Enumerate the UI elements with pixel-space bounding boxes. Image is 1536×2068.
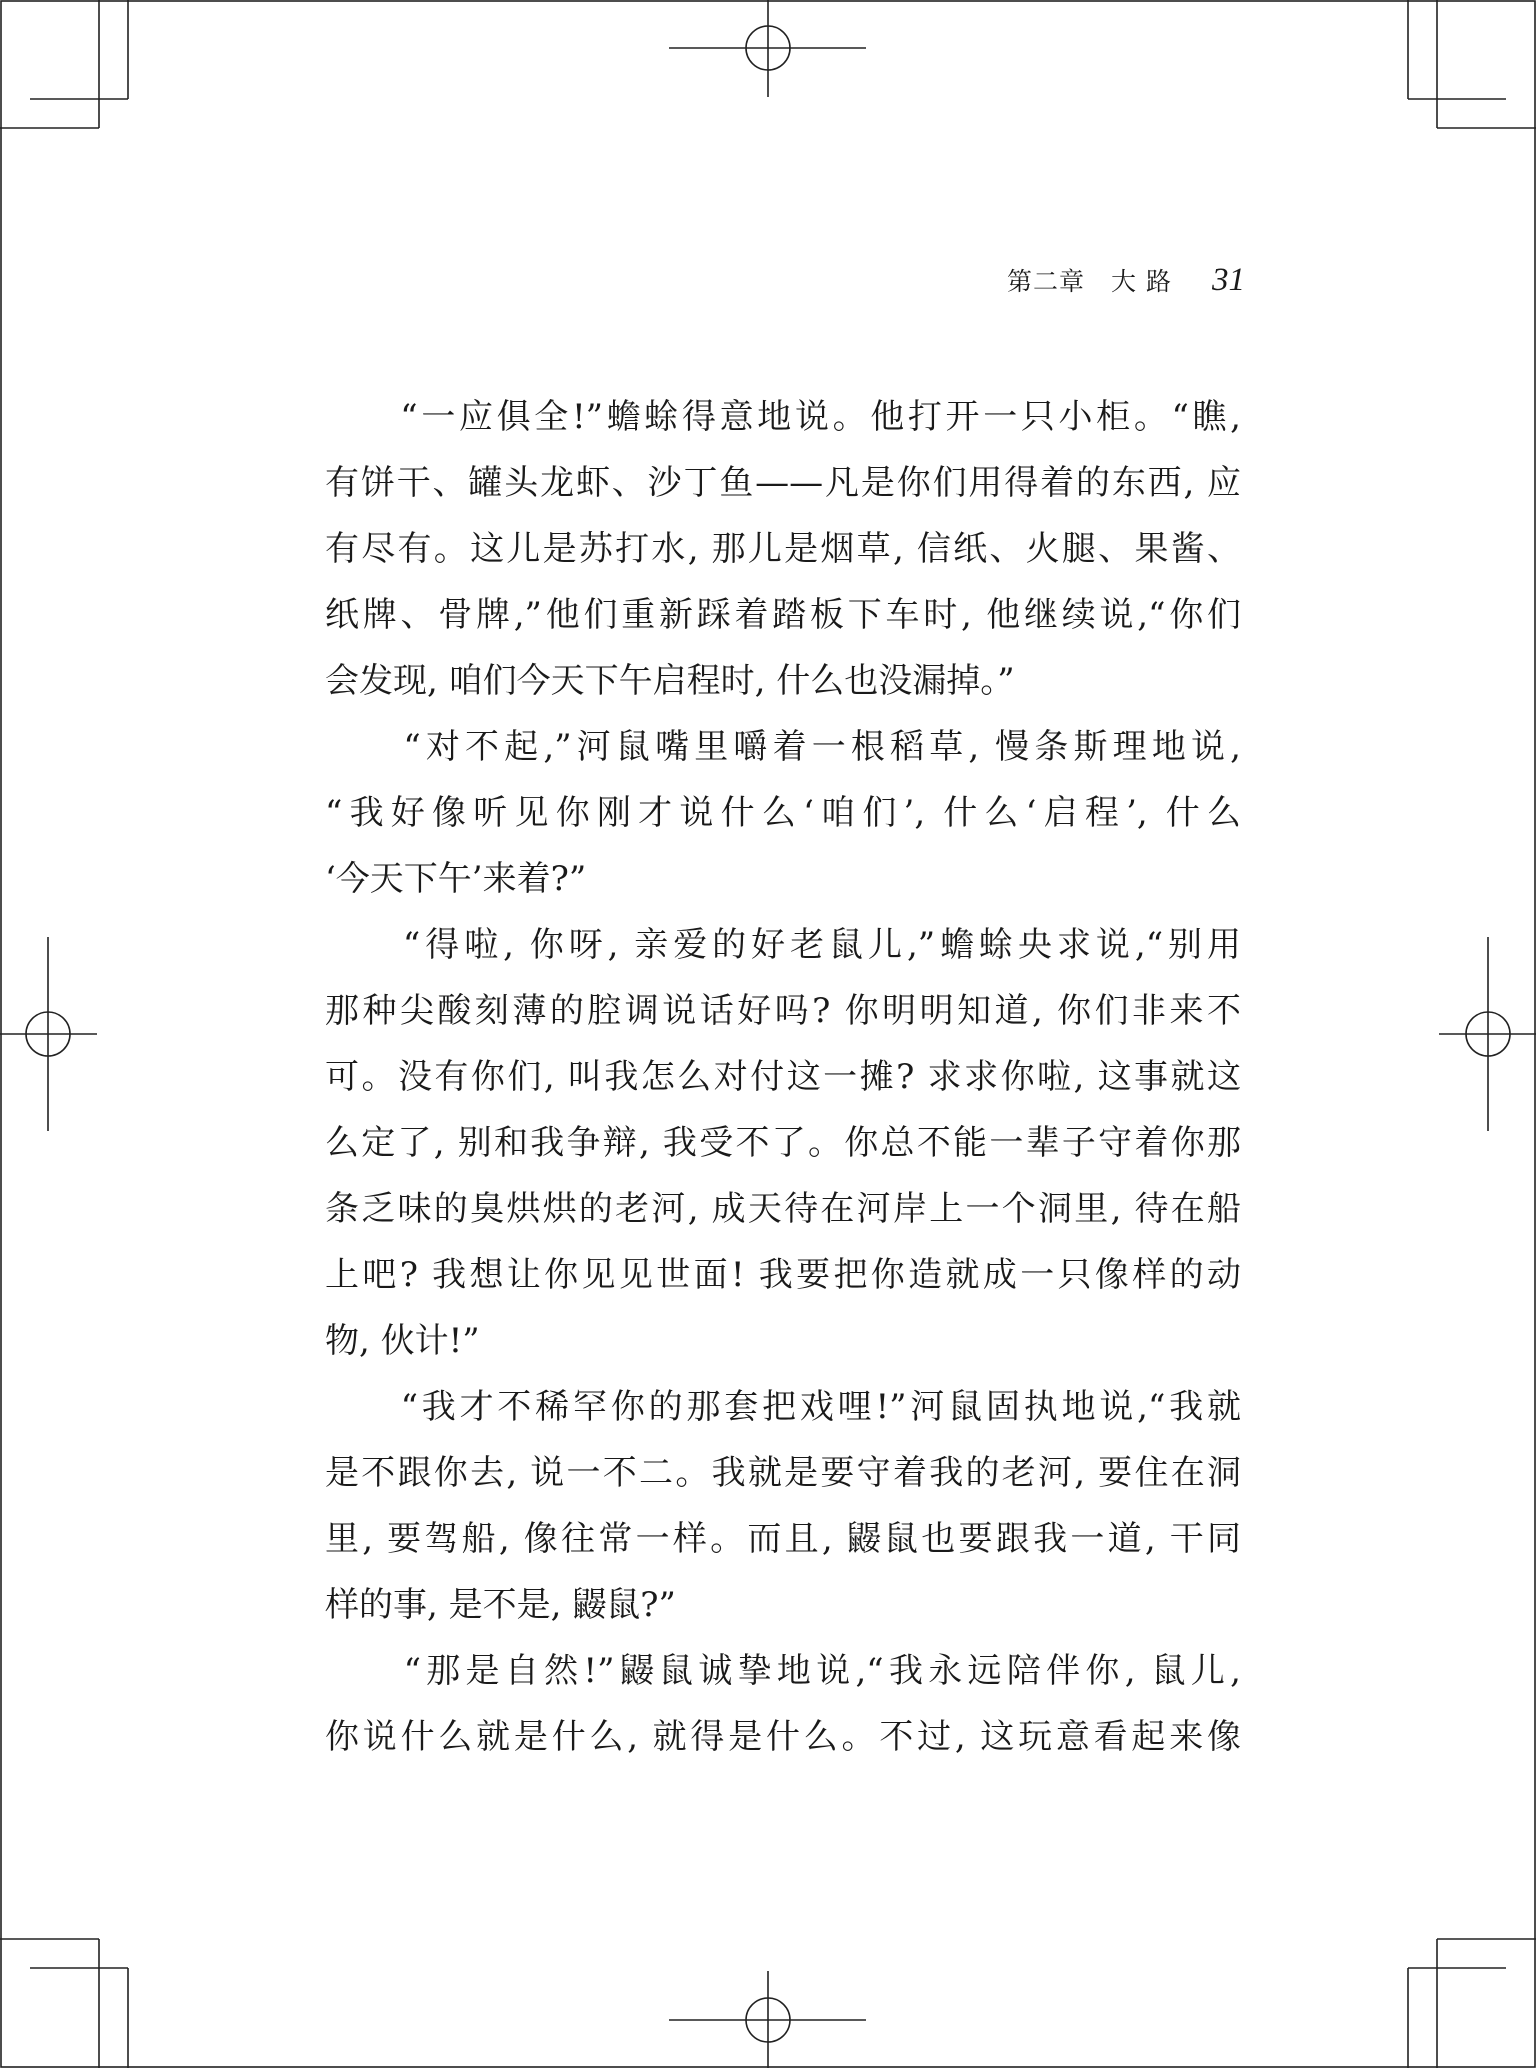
text-line: “得啦, 你呀, 亲爱的好老鼠儿,”蟾蜍央求说,“别用	[325, 925, 1241, 965]
text-line: 可。没有你们, 叫我怎么对付这一摊? 求求你啦, 这事就这	[325, 1057, 1241, 1097]
text-line: 物, 伙计!”	[325, 1321, 480, 1361]
text-line: 么定了, 别和我争辩, 我受不了。你总不能一辈子守着你那	[325, 1123, 1241, 1163]
text-line: “一应俱全!”蟾蜍得意地说。他打开一只小柜。“瞧,	[325, 397, 1241, 437]
text-line: 会发现, 咱们今天下午启程时, 什么也没漏掉。”	[325, 661, 1015, 701]
text-line: 那种尖酸刻薄的腔调说话好吗? 你明明知道, 你们非来不	[325, 991, 1241, 1031]
registration-mark-left	[0, 937, 97, 1131]
chapter-title: 第二章 大 路	[1007, 267, 1172, 296]
text-line: 你说什么就是什么, 就得是什么。不过, 这玩意看起来像	[325, 1717, 1241, 1757]
body-text	[325, 384, 1241, 1770]
text-line: 上吧? 我想让你见见世面! 我要把你造就成一只像样的动	[325, 1255, 1241, 1295]
running-head	[1007, 262, 1245, 299]
text-line: “那是自然!”鼹鼠诚挚地说,“我永远陪伴你, 鼠儿,	[325, 1651, 1241, 1691]
registration-mark-bottom	[669, 1971, 866, 2068]
crop-mark-bottom-right	[1408, 1939, 1536, 2068]
text-line: 样的事, 是不是, 鼹鼠?”	[325, 1585, 676, 1625]
text-line: 有饼干、罐头龙虾、沙丁鱼——凡是你们用得着的东西, 应	[325, 463, 1241, 503]
text-line: 条乏味的臭烘烘的老河, 成天待在河岸上一个洞里, 待在船	[325, 1189, 1241, 1229]
text-line: “我才不稀罕你的那套把戏哩!”河鼠固执地说,“我就	[325, 1387, 1241, 1427]
registration-mark-right	[1439, 937, 1536, 1131]
text-line: “我好像听见你刚才说什么‘咱们’, 什么‘启程’, 什么	[325, 793, 1241, 833]
crop-mark-top-right	[1408, 0, 1536, 128]
registration-mark-top	[669, 0, 866, 97]
crop-mark-top-left	[0, 0, 128, 128]
page-number: 31	[1212, 262, 1245, 298]
text-line: 有尽有。这儿是苏打水, 那儿是烟草, 信纸、火腿、果酱、	[325, 529, 1241, 569]
text-line: 里, 要驾船, 像往常一样。而且, 鼹鼠也要跟我一道, 干同	[325, 1519, 1241, 1559]
text-line: “对不起,”河鼠嘴里嚼着一根稻草, 慢条斯理地说,	[325, 727, 1241, 767]
text-line: ‘今天下午’来着?”	[325, 859, 587, 899]
text-line: 纸牌、骨牌,”他们重新踩着踏板下车时, 他继续说,“你们	[325, 595, 1241, 635]
text-line: 是不跟你去, 说一不二。我就是要守着我的老河, 要住在洞	[325, 1453, 1241, 1493]
crop-mark-bottom-left	[0, 1939, 128, 2068]
